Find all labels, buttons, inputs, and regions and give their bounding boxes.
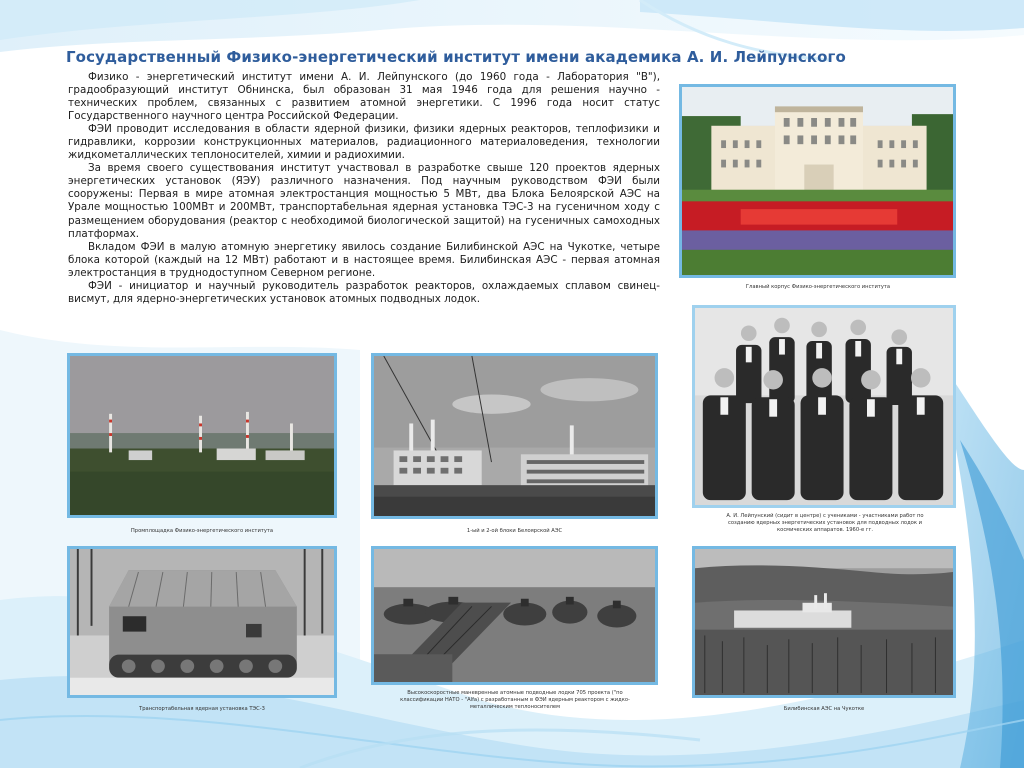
paragraph-bilibino: Вкладом ФЭИ в малую атомную энергетику явилось создание Билибинской АЭС на Чукотке, четыре блока которой (каждый на 12 МВт) работают и в настоящее время. Билибинская АЭС - первая атомная электростанция в труднодоступном Северном регионе. (68, 240, 660, 279)
beloyarsk-image (374, 356, 655, 516)
bilibino-image (695, 549, 953, 695)
poster-body (68, 71, 660, 306)
paragraph-research: ФЭИ проводит исследования в области ядерной физики, физики ядерных реакторов, теплофизики и гидравлики, коррозии конструкционных материалов, радиационного материаловедения, технологии жидкометаллических теплоносителей, химии и радиохимии. (68, 123, 660, 162)
industrial-site-image (70, 356, 334, 515)
photo-industrial-site (67, 353, 337, 518)
paragraph-history: Физико - энергетический институт имени А. И. Лейпунского (до 1960 года - Лаборатория "В"), градообразующий институт Обнинска, был образован 31 мая 1946 года для решения научно - технических проблем, связанных с развитием атомной энергетики. С 1996 года носит статус Государственного научного центра Российской Федерации. (68, 71, 660, 123)
caption-beloyarsk: 1-ый и 2-ой блоки Белоярской АЭС (466, 528, 563, 534)
caption-tes3: Транспортабельная ядерная установка ТЭС-3 (139, 706, 265, 712)
photo-main-building (679, 84, 956, 278)
photo-bilibino (692, 546, 956, 698)
poster-title: Государственный Физико-энергетический институт имени академика А. И. Лейпунского (66, 48, 846, 66)
paragraph-submarine-reactors: ФЭИ - инициатор и научный руководитель разработок реакторов, охлаждаемых сплавом свинец-висмут, для ядерно-энергетических установок атомных подводных лодок. (68, 279, 660, 305)
caption-industrial-site: Промплощадка Физико-энергетического института (130, 528, 274, 534)
caption-scientists: А. И. Лейпунский (сидит в центре) с учениками - участниками работ по созданию ядерных энергетических установок для подводных лодок и космических аппаратов. 1960-е гг. (726, 513, 924, 534)
main-building-image (682, 87, 953, 275)
photo-tes3 (67, 546, 337, 698)
paragraph-projects: За время своего существования институт участвовал в разработке свыше 120 проектов ядерных энергетических установок (ЯЭУ) различного назначения. Под научным руководством ФЭИ были сооружены: Первая в мире атомная электростанция мощностью 5 МВт, два Блока Белоярской АЭС на Урале мощностью 100МВт и 200МВт, транспортабельная ядерная установка ТЭС-3 на гусеничном ходу с размещением оборудования (реактор с необходимой биологической защитой) на гусеничных самоходных платформах. (68, 162, 660, 240)
photo-beloyarsk (371, 353, 658, 519)
caption-bilibino: Билибинская АЭС на Чукотке (783, 706, 865, 712)
caption-submarines: Высокоскоростные маневренные атомные подводные лодки 705 проекта ("по классификации НАТО - "Alfa) с разработанным в ФЭИ ядерным реактором с жидко-металлическим теплоносителем (400, 690, 630, 711)
photo-scientists (692, 305, 956, 508)
scientists-image (695, 308, 953, 505)
tes3-image (70, 549, 334, 695)
photo-submarines (371, 546, 658, 685)
caption-main-building: Главный корпус Физико-энергетического института (745, 284, 891, 290)
submarines-image (374, 549, 655, 682)
